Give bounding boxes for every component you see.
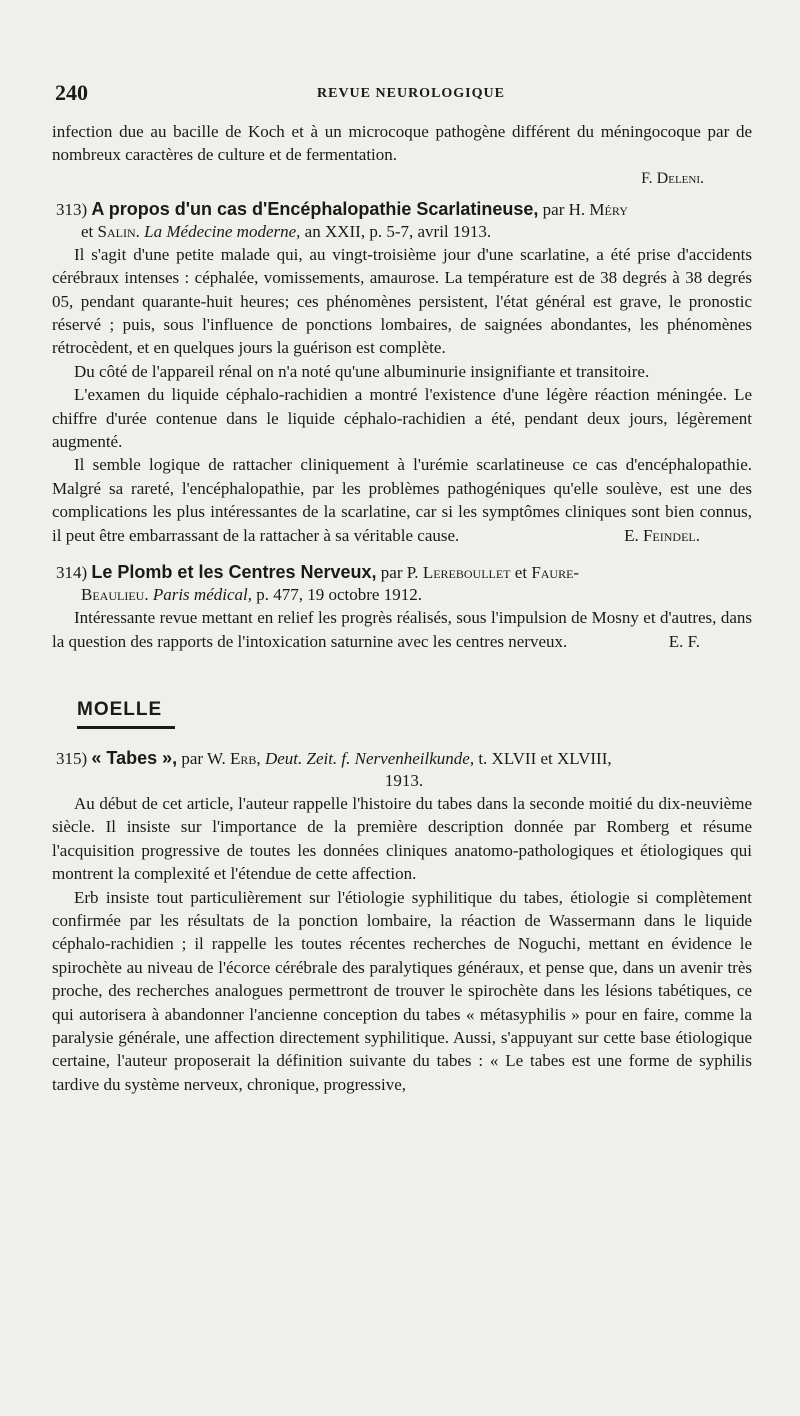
journal-name: Paris médical, xyxy=(152,585,252,605)
entry-313-heading: 313) A propos d'un cas d'Encéphalopathie Scarlatineuse, par H. Méry et Salin. La Médecine moderne, an XXII, p. 5-7, avril 1913. xyxy=(56,198,628,241)
page-body xyxy=(52,120,752,1096)
entry-title: A propos d'un cas d'Encéphalopathie Scarlatineuse, xyxy=(91,198,539,219)
paragraph: Erb insiste tout particulièrement sur l'étiologie syphilitique du tabes, étiologie si complètement confirmée par les résultats de la ponction lombaire, la réaction de Wassermann dans le liquide céphalo-rachidien ; il rappelle les toutes récentes recherches de Noguchi, mettant en évidence le spirochète au niveau de l'écorce cérébrale des paralytiques généraux, et pense que, dans un avenir très proche, des recherches analogues permettront de trouver le spirochète dans les lésions tabétiques, ce qui autorisera à abandonner l'ancienne conception du tabes « métasyphilis » pour en faire, comme la paralysie générale, une affection directement syphilitique. Aussi, s'appuyant sur cette base étiologique certaine, l'auteur proposerait la définition suivante du tabes : « Le tabes est une forme de syphilis tardive du système nerveux, chronique, progressive, xyxy=(52,887,752,1094)
author: Beaulieu. xyxy=(81,585,149,605)
reference: p. 477, 19 octobre 1912. xyxy=(256,585,422,605)
journal-name: La Médecine moderne, xyxy=(144,221,301,241)
signature: E. F. xyxy=(668,631,700,651)
signature: E. Feindel. xyxy=(624,525,700,545)
author: Lereboullet xyxy=(422,563,511,583)
author: Faure- xyxy=(531,563,580,583)
signature: F. Deleni. xyxy=(641,169,704,187)
paragraph: Du côté de l'appareil rénal on n'a noté qu'une albuminurie insignifiante et transitoire. xyxy=(74,361,650,381)
paragraph: Il s'agit d'une petite malade qui, au vingt-troisième jour d'une scarlatine, a été prise d'accidents cérébraux intenses : céphalée, vomissements, amaurose. La température est de 38 degrés à 38 degrés 05, pendant quarante-huit heures; ces phénomènes persistent, l'état général est grave, le pronostic réservé ; puis, sous l'influence de ponctions lombaires, de saignées abondantes, les phénomènes rétrocèdent, et en quelques jours la guérison est complète. xyxy=(52,244,752,358)
entry-title: « Tabes », xyxy=(91,747,178,768)
reference: an XXII, p. 5-7, avril 1913. xyxy=(304,221,492,241)
page-number: 240 xyxy=(55,80,88,105)
paragraph: L'examen du liquide céphalo-rachidien a montré l'existence d'une légère réaction méningée. Le chiffre d'urée contenue dans le liquide céphalo-rachidien a été, pendant deux jours, légèrement augmenté. xyxy=(52,385,752,452)
reference: t. XLVII et XLVIII, xyxy=(478,748,612,768)
page-header xyxy=(55,80,755,108)
entry-314-heading: 314) Le Plomb et les Centres Nerveux, par P. Lereboullet et Faure- Beaulieu. Paris médical, p. 477, 19 octobre 1912. xyxy=(56,562,580,605)
journal-name: Deut. Zeit. f. Nervenheilkunde, xyxy=(264,748,475,768)
section-heading xyxy=(77,699,752,729)
paragraph: Au début de cet article, l'auteur rappelle l'histoire du tabes dans la seconde moitié du dix-neuvième siècle. Il insiste sur l'importance de la première description donnée par Romberg et résume l'acquisition progressive de toutes les données cliniques anatomo-pathologiques et étiologiques qui montrent la complexité et l'étendue de cette affection. xyxy=(52,793,752,884)
entry-title: Le Plomb et les Centres Nerveux, xyxy=(91,562,377,583)
entry-315-heading: 315) « Tabes », par W. Erb, Deut. Zeit. f. Nervenheilkunde, t. XLVII et XLVIII, 1913. xyxy=(52,747,752,792)
running-title: REVUE NEUROLOGIQUE xyxy=(317,86,505,101)
paragraph: Intéressante revue mettant en relief les progrès réalisés, sous l'impulsion de Mosny et d'autres, dans la question des rapports de l'intoxication saturnine avec les centres nerveux. E. F. xyxy=(52,606,752,653)
author: Méry xyxy=(589,199,628,219)
author: Salin. xyxy=(97,221,140,241)
paragraph: Il semble logique de rattacher cliniquement à l'urémie scarlatineuse ce cas d'encéphalopathie. Malgré sa rareté, l'encéphalopathie, par les problèmes pathogéniques qu'elle soulève, est une des complications les plus intéressantes de la scarlatine, car si les symptômes cliniques sont bien connus, il peut être embarrassant de la rattacher à sa véritable cause. E. Feindel. xyxy=(52,453,752,547)
section-title: MOELLE xyxy=(77,698,163,720)
reference-year: 1913. xyxy=(384,770,424,790)
section-rule xyxy=(77,726,175,729)
entry-number: 313) xyxy=(56,199,88,219)
entry-number: 315) xyxy=(56,748,88,768)
author: Erb, xyxy=(230,748,261,768)
continued-paragraph: infection due au bacille de Koch et à un microcoque pathogène différent du méningocoque par de nombreux caractères de culture et de fermentation. xyxy=(52,122,752,165)
entry-number: 314) xyxy=(56,563,88,583)
